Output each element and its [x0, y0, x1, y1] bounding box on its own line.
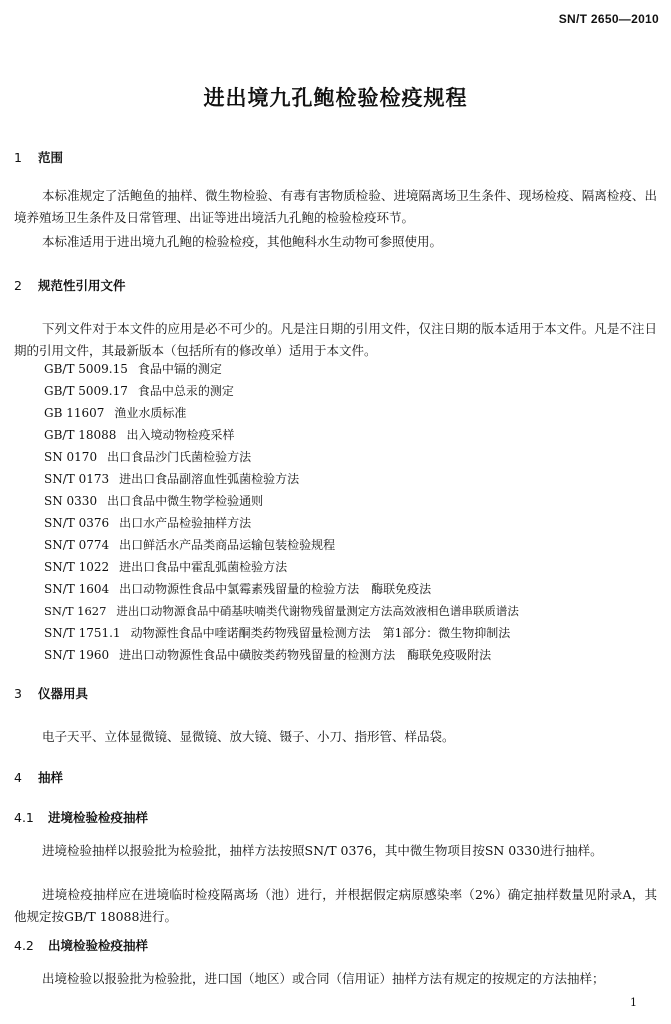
section-title: 规范性引用文件	[38, 278, 126, 293]
section-3-paragraph-1: 电子天平、立体显微镜、显微镜、放大镜、镊子、小刀、指形管、样品袋。	[42, 729, 455, 744]
section-title: 进境检验检疫抽样	[48, 810, 149, 825]
reference-code: GB/T 18088	[44, 428, 117, 442]
reference-item	[44, 447, 251, 467]
reference-code: GB/T 5009.15	[44, 362, 128, 376]
section-1-paragraph-1: 本标准规定了活鲍鱼的抽样、微生物检验、有毒有害物质检验、进境隔离场卫生条件、现场检疫、隔离检疫、出境养殖场卫生条件及日常管理、出证等进出境活九孔鲍的检验检疫环节。	[14, 188, 657, 225]
section-number: 3	[14, 686, 22, 701]
reference-item	[44, 403, 186, 423]
section-4-2-heading	[14, 936, 148, 954]
reference-item	[44, 381, 234, 401]
reference-item	[44, 469, 299, 489]
reference-item	[44, 601, 519, 621]
section-title: 出境检验检疫抽样	[48, 938, 149, 953]
reference-code: SN/T 1627	[44, 604, 107, 618]
reference-code: SN 0330	[44, 494, 98, 508]
section-4-1-paragraph-2: 进境检疫抽样应在进境临时检疫隔离场（池）进行，并根据假定病原感染率（2%）确定抽样数量见附录A，其他规定按GB/T 18088进行。	[14, 887, 657, 924]
reference-title: 动物源性食品中喹诺酮类药物残留量检测方法 第1部分：微生物抑制法	[130, 626, 511, 640]
section-1-paragraph-2: 本标准适用于进出境九孔鲍的检验检疫，其他鲍科水生动物可参照使用。	[42, 234, 443, 249]
section-2-paragraph-1: 下列文件对于本文件的应用是必不可少的。凡是注日期的引用文件，仅注日期的版本适用于本文件。凡是不注日期的引用文件，其最新版本（包括所有的修改单）适用于本文件。	[14, 321, 657, 358]
reference-item	[44, 425, 234, 445]
reference-title: 出入境动物检疫采样	[126, 428, 235, 442]
reference-code: SN/T 0774	[44, 538, 110, 552]
reference-title: 渔业水质标准	[114, 406, 187, 420]
section-title: 仪器用具	[38, 686, 89, 701]
reference-title: 出口食品沙门氏菌检验方法	[107, 450, 252, 464]
reference-title: 出口鲜活水产品类商品运输包装检验规程	[119, 538, 336, 552]
reference-code: GB/T 5009.17	[44, 384, 128, 398]
reference-item	[44, 513, 251, 533]
reference-code: SN/T 0376	[44, 516, 110, 530]
section-4-2-paragraph-1: 出境检验以报验批为检验批，进口国（地区）或合同（信用证）抽样方法有规定的按规定的方法抽样；	[42, 971, 605, 986]
section-number: 4.1	[14, 810, 34, 825]
section-title: 抽样	[38, 770, 64, 785]
section-3-heading	[14, 684, 88, 702]
section-2-heading	[14, 276, 126, 294]
reference-code: GB 11607	[44, 406, 105, 420]
reference-title: 出口水产品检验抽样方法	[119, 516, 252, 530]
reference-title: 出口食品中微生物学检验通则	[107, 494, 264, 508]
section-number: 4	[14, 770, 22, 785]
section-4-1-heading	[14, 808, 148, 826]
document-title: 进出境九孔鲍检验检疫规程	[203, 86, 468, 110]
reference-title: 食品中总汞的测定	[137, 384, 234, 398]
section-number: 2	[14, 278, 22, 293]
reference-item	[44, 579, 431, 599]
reference-title: 进出口动物源性食品中磺胺类药物残留量的检测方法 酶联免疫吸附法	[119, 648, 492, 662]
section-1-heading	[14, 148, 63, 166]
reference-code: SN/T 1022	[44, 560, 110, 574]
reference-title: 食品中镉的测定	[137, 362, 222, 376]
section-number: 4.2	[14, 938, 34, 953]
reference-title: 进出口动物源食品中硝基呋喃类代谢物残留量测定方法高效液相色谱串联质谱法	[116, 604, 519, 618]
reference-code: SN/T 1604	[44, 582, 110, 596]
reference-title: 出口动物源性食品中氯霉素残留量的检验方法 酶联免疫法	[119, 582, 432, 596]
section-4-heading	[14, 768, 63, 786]
section-title: 范围	[38, 150, 64, 165]
reference-item	[44, 557, 287, 577]
standard-code: SN/T 2650—2010	[558, 12, 659, 26]
reference-code: SN/T 1751.1	[44, 626, 121, 640]
reference-code: SN 0170	[44, 450, 98, 464]
reference-code: SN/T 1960	[44, 648, 110, 662]
reference-title: 进出口食品中霍乱弧菌检验方法	[119, 560, 288, 574]
reference-item	[44, 359, 222, 379]
reference-title: 进出口食品副溶血性弧菌检验方法	[119, 472, 300, 486]
page-number: 1	[630, 996, 637, 1009]
section-number: 1	[14, 150, 22, 165]
reference-item	[44, 623, 510, 643]
reference-code: SN/T 0173	[44, 472, 110, 486]
reference-item	[44, 491, 263, 511]
section-4-1-paragraph-1: 进境检验抽样以报验批为检验批，抽样方法按照SN/T 0376，其中微生物项目按SN 0330进行抽样。	[42, 843, 603, 858]
reference-item	[44, 645, 491, 665]
reference-item	[44, 535, 335, 555]
